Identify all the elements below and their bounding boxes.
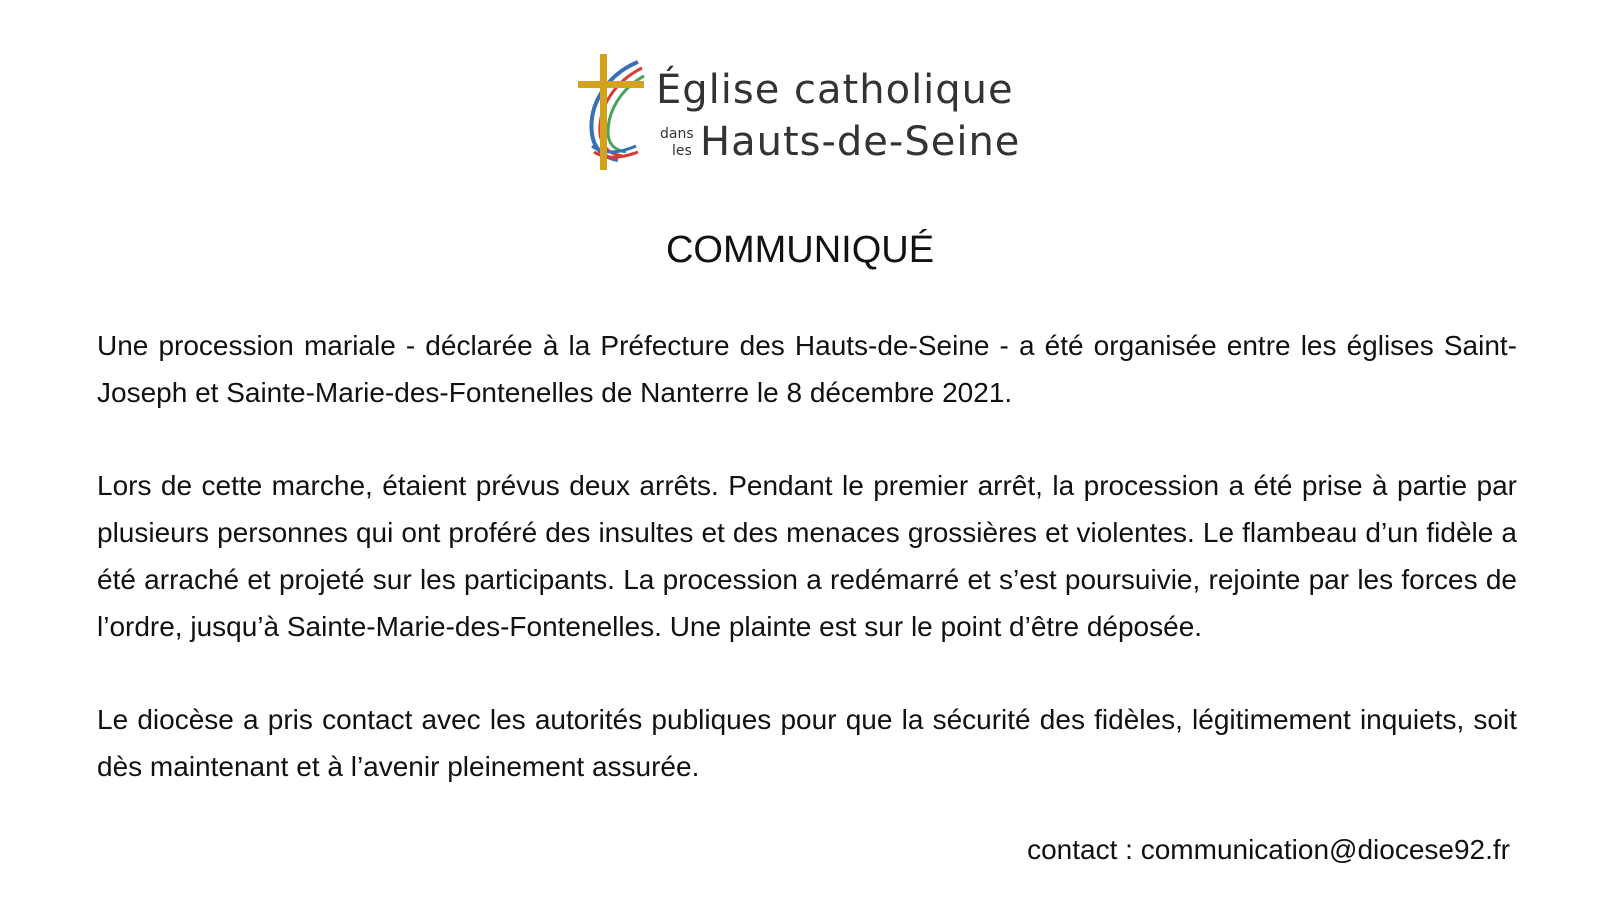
page-title: COMMUNIQUÉ bbox=[665, 229, 935, 271]
paragraph-3: Le diocèse a pris contact avec les autorités publiques pour que la sécurité des fidèles, légitimement inquiets, soit dès maintenant et à l’avenir pleinement assurée. bbox=[97, 704, 1517, 782]
logo-text-line2: Hauts-de-Seine bbox=[700, 119, 1021, 165]
paragraph-2: Lors de cette marche, étaient prévus deux arrêts. Pendant le premier arrêt, la procession a été prise à partie par plusieurs personnes qui ont proféré des insultes et des menaces grossières et violentes. Le flambeau d’un fidèle a été arraché et projeté sur les participants. La procession a redémarré et s’est poursuivie, rejointe par les forces de l’ordre, jusqu’à Sainte-Marie-des-Fontenelles. Une plainte est sur le point d’être déposée. bbox=[97, 470, 1517, 642]
diocese-logo bbox=[578, 54, 1021, 174]
logo-text-line1: Église catholique bbox=[656, 67, 1014, 113]
logo-text-les: les bbox=[672, 143, 692, 159]
logo-text-dans: dans bbox=[660, 126, 694, 142]
paragraph-1: Une procession mariale - déclarée à la Préfecture des Hauts-de-Seine - a été organisée entre les églises Saint-Joseph et Sainte-Marie-des-Fontenelles de Nanterre le 8 décembre 2021. bbox=[97, 330, 1517, 408]
cross-logo-icon bbox=[578, 54, 658, 174]
contact-line: contact : communication@diocese92.fr bbox=[1027, 834, 1510, 865]
